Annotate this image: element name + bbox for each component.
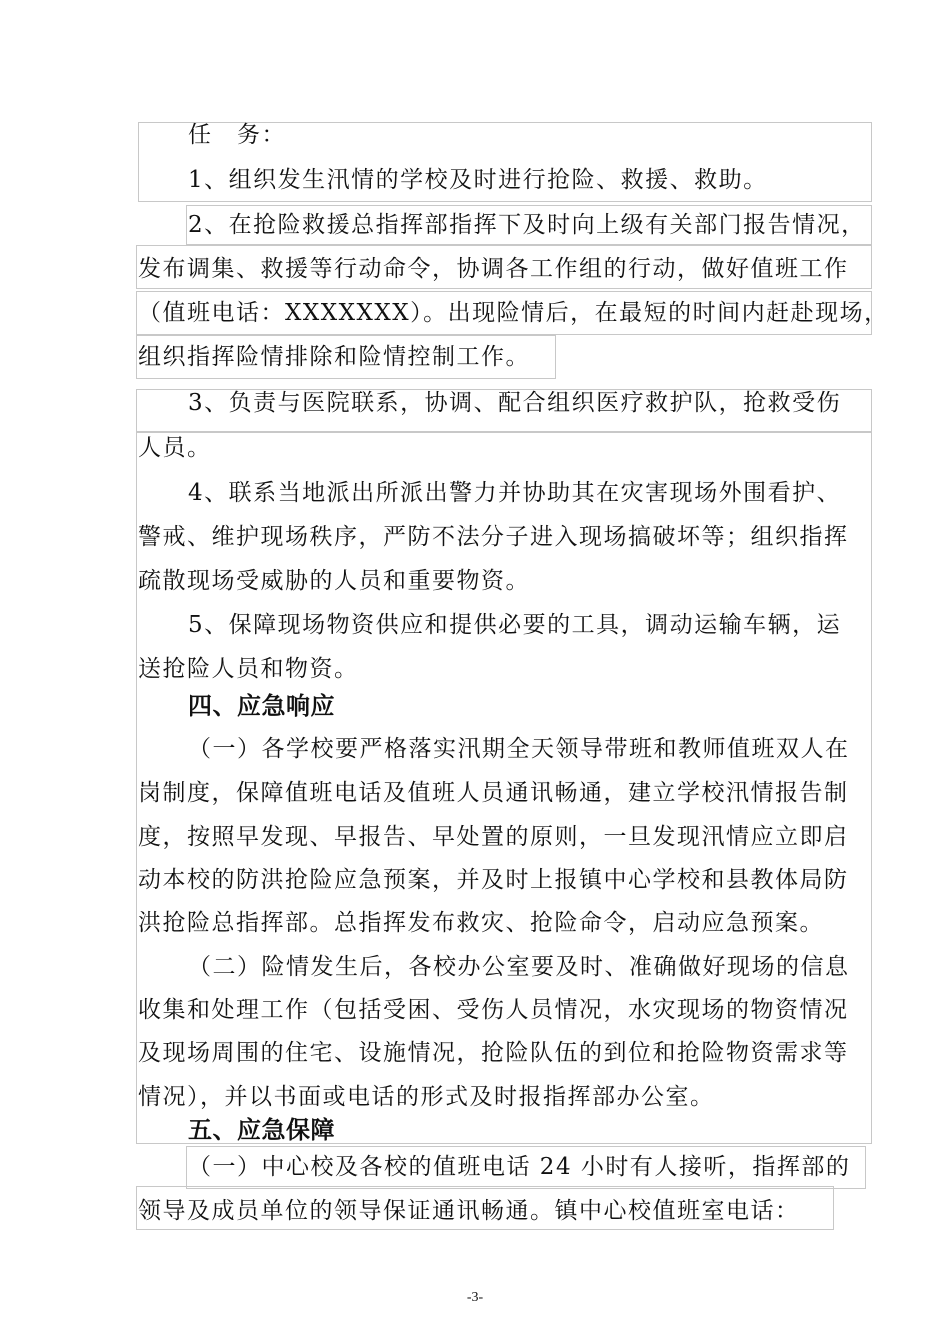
text-line: 岗制度，保障值班电话及值班人员通讯畅通，建立学校汛情报告制 (138, 780, 849, 806)
text-line: 及现场周围的住宅、设施情况，抢险队伍的到位和抢险物资需求等 (138, 1040, 849, 1066)
text-line: 任 务： (188, 122, 286, 148)
text-line: 情况），并以书面或电话的形式及时报指挥部办公室。 (138, 1084, 715, 1110)
text-line: 2、在抢险救援总指挥部指挥下及时向上级有关部门报告情况， (188, 212, 866, 238)
text-line: （一）中心校及各校的值班电话 24 小时有人接听，指挥部的 (188, 1154, 851, 1180)
page-number: -3- (466, 1290, 484, 1305)
text-line: 1、组织发生汛情的学校及时进行抢险、救援、救助。 (188, 167, 768, 193)
text-line: 收集和处理工作（包括受困、受伤人员情况，水灾现场的物资情况 (138, 997, 849, 1023)
section-heading: 五、应急保障 (188, 1116, 335, 1144)
text-line: 洪抢险总指挥部。总指挥发布救灾、抢险命令，启动应急预案。 (138, 910, 824, 936)
text-line: （一）各学校要严格落实汛期全天领导带班和教师值班双人在 (188, 736, 850, 762)
text-line: 领导及成员单位的领导保证通讯畅通。镇中心校值班室电话： (138, 1198, 800, 1224)
text-line: 送抢险人员和物资。 (138, 656, 359, 682)
text-line: 5、保障现场物资供应和提供必要的工具，调动运输车辆，运 (188, 612, 842, 638)
text-line: 疏散现场受威胁的人员和重要物资。 (138, 568, 530, 594)
text-line: 发布调集、救援等行动命令，协调各工作组的行动，做好值班工作 (138, 256, 849, 282)
text-line: 度，按照早发现、早报告、早处置的原则，一旦发现汛情应立即启 (138, 824, 849, 850)
text-line: 4、联系当地派出所派出警力并协助其在灾害现场外围看护、 (188, 480, 842, 506)
text-line: 动本校的防洪抢险应急预案，并及时上报镇中心学校和县教体局防 (138, 867, 849, 893)
section-heading: 四、应急响应 (188, 692, 335, 720)
text-line: （二）险情发生后，各校办公室要及时、准确做好现场的信息 (188, 954, 850, 980)
text-line: （值班电话：XXXXXXX）。出现险情后，在最短的时间内赶赴现场， (138, 300, 889, 326)
text-line: 警戒、维护现场秩序，严防不法分子进入现场搞破坏等；组织指挥 (138, 524, 849, 550)
text-line: 人员。 (138, 435, 212, 461)
text-line: 3、负责与医院联系，协调、配合组织医疗救护队，抢救受伤 (188, 390, 842, 416)
text-line: 组织指挥险情排除和险情控制工作。 (138, 344, 530, 370)
